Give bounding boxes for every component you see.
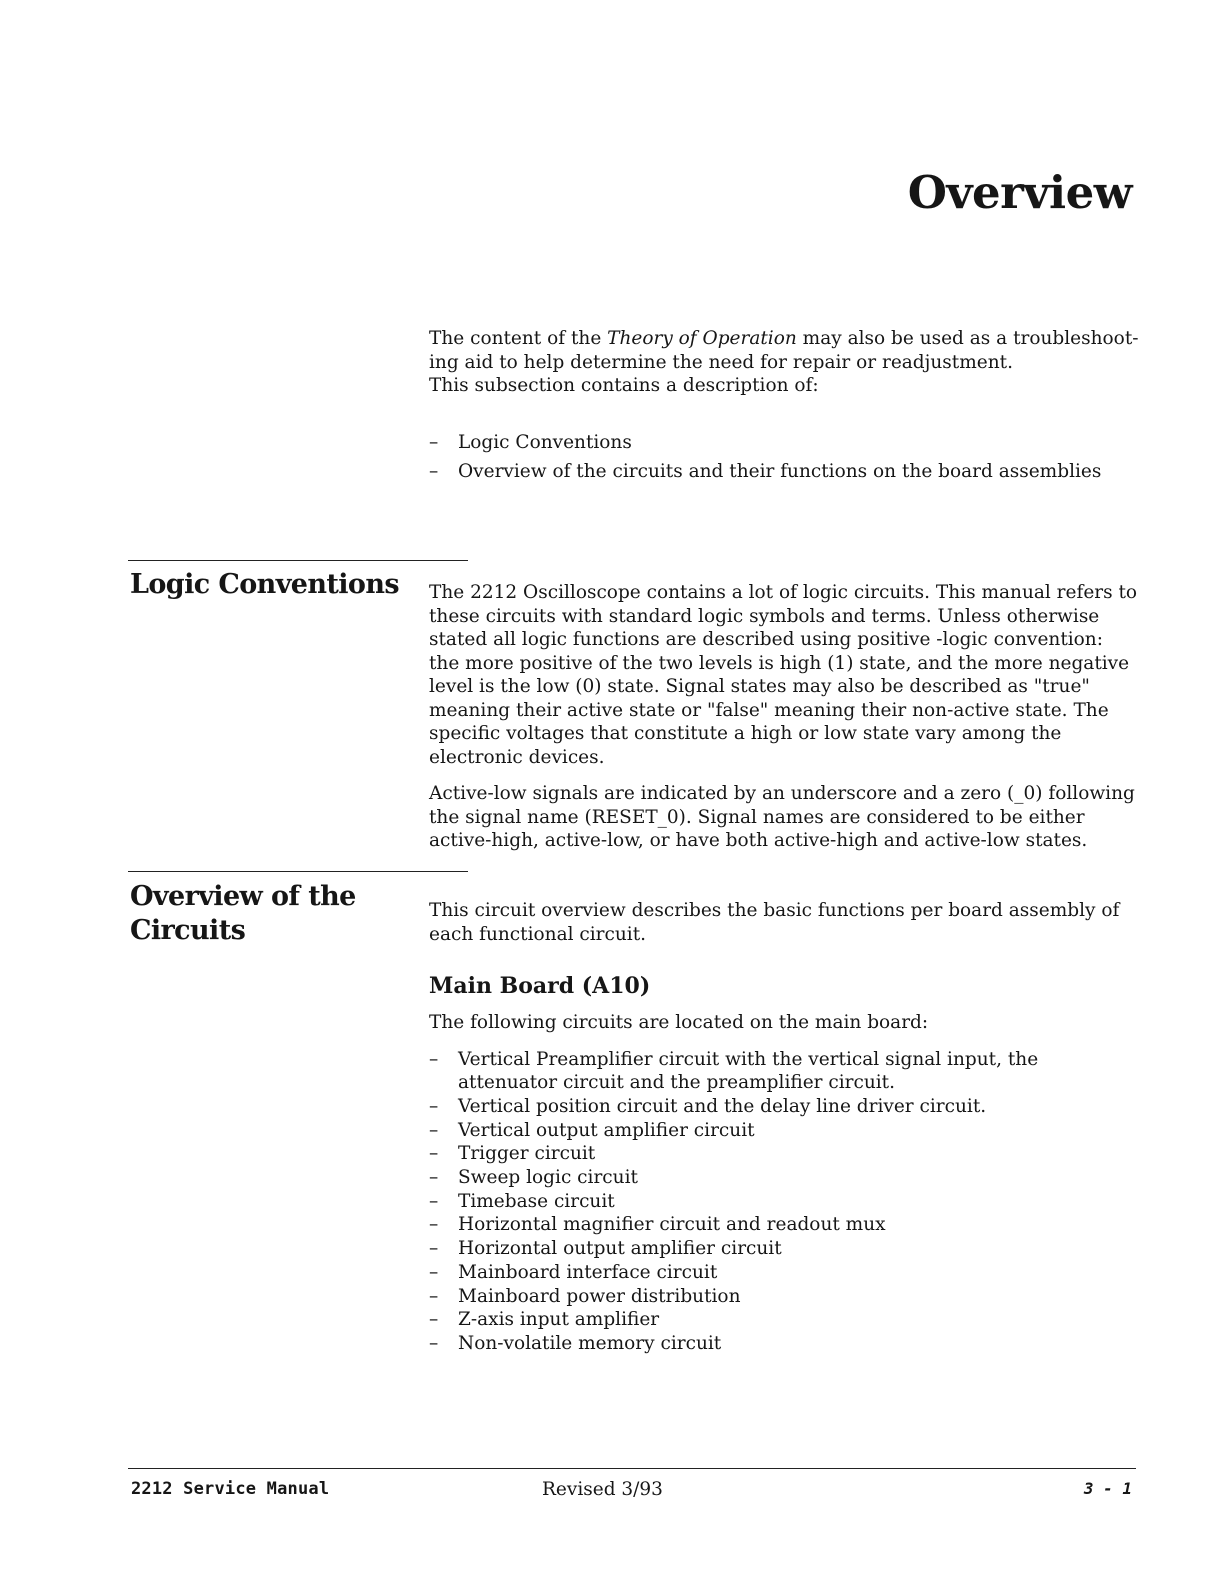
theory-of-operation-emphasis: Theory of Operation xyxy=(607,328,797,349)
list-item: – Sweep logic circuit xyxy=(429,1167,638,1189)
footer-rule xyxy=(128,1468,1136,1469)
logic-conventions-body xyxy=(429,581,1139,853)
list-item: – Mainboard power distribution xyxy=(429,1285,741,1307)
section-divider xyxy=(128,560,468,561)
page-title: Overview xyxy=(907,166,1132,219)
logic-conventions-heading: Logic Conventions xyxy=(130,569,399,600)
footer-revision: Revised 3/93 xyxy=(542,1479,663,1500)
list-item: – Logic Conventions xyxy=(429,431,632,453)
main-board-circuit-list xyxy=(429,1048,1139,1356)
intro-section xyxy=(429,327,1139,486)
intro-list xyxy=(429,428,1139,486)
list-item: – Timebase circuit xyxy=(429,1190,615,1212)
section-divider xyxy=(128,871,468,872)
main-board-heading: Main Board (A10) xyxy=(429,973,651,999)
footer-page-number: 3 - 1 xyxy=(1083,1479,1132,1498)
list-item: – Vertical position circuit and the delay line driver circuit. xyxy=(429,1095,987,1117)
list-item: – Mainboard interface circuit xyxy=(429,1261,718,1283)
intro-paragraph-line2: This subsection contains a description of: xyxy=(429,375,819,396)
list-item: – Vertical Preamplifier circuit with the vertical signal input, the attenuator circuit and the preamplifier circuit. xyxy=(429,1048,1039,1094)
list-item: – Horizontal magnifier circuit and readout mux xyxy=(429,1214,886,1236)
logic-conventions-paragraph-1: The 2212 Oscilloscope contains a lot of logic circuits. This manual refers to these circuits with standard logic symbols and terms. Unless otherwise stated all logic functions are described using positive -logic convention: the more positive of the two levels is high (1) state, and the more negative level is the low (0) state. Signal states may also be described as "true" meaning their active state or "false" meaning their non-active state. The specific voltages that constitute a high or low state vary among the electronic devices. xyxy=(429,582,1138,768)
main-board-intro: The following circuits are located on the main board: xyxy=(429,1012,929,1033)
overview-circuits-heading: Overview of the Circuits xyxy=(130,881,356,946)
intro-paragraph: The content of the Theory of Operation may also be used as a troubleshoot-ing aid to help determine the need for repair or readjustment. This subsection contains a description of: xyxy=(429,328,1139,396)
list-item: – Overview of the circuits and their functions on the board assemblies xyxy=(429,460,1102,482)
list-item: – Horizontal output amplifier circuit xyxy=(429,1238,782,1260)
overview-circuits-paragraph: This circuit overview describes the basic functions per board assembly of each functional circuit. xyxy=(429,900,1120,945)
logic-conventions-paragraph-2: Active-low signals are indicated by an underscore and a zero (_0) following the signal name (RESET_0). Signal names are considered to be either active-high, active-low, or have both active-high and active-low states. xyxy=(429,783,1135,851)
footer-manual-title: 2212 Service Manual xyxy=(131,1479,330,1499)
list-item: – Trigger circuit xyxy=(429,1143,596,1165)
overview-circuits-body xyxy=(429,899,1139,1356)
list-item: – Vertical output amplifier circuit xyxy=(429,1119,755,1141)
list-item: – Z-axis input amplifier xyxy=(429,1309,660,1331)
list-item: – Non-volatile memory circuit xyxy=(429,1332,722,1354)
